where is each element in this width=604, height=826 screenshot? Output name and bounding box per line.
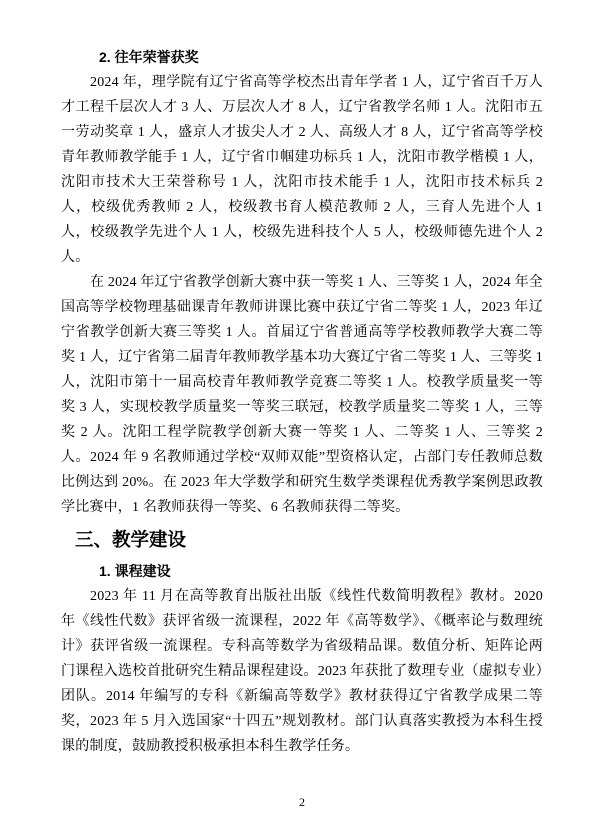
awards-paragraph-2: 在 2024 年辽宁省教学创新大赛中获一等奖 1 人、三等奖 1 人，2024 年全国高等学校物理基础课青年教师讲课比赛中获辽宁省二等奖 1 人，2023 年辽宁省教学创新大赛三等奖 1 人。首届辽宁省普通高等学校教师教学大赛二等奖 1 人，辽宁省第二届青年教师教学基本功大赛辽宁省二等奖 1 人、三等奖 1 人，沈阳市第十一届高校青年教师教学竞赛二等奖 1 人。校教学质量奖一等奖 3 人，实现校教学质量奖一等奖三联冠，校教学质量奖二等奖 1 人，三等奖 2 人。沈阳工程学院教学创新大赛一等奖 1 人、二等奖 1 人、三等奖 2 人。2024 年 9 名教师通过学校“双师双能”型资格认定，占部门专任教师总数比例达到 20%。在 2023 年大学数学和研究生数学类课程优秀教学案例思政教学比赛中，1 名教师获得一等奖、6 名教师获得二等奖。 xyxy=(61,275,543,515)
document-content xyxy=(61,44,543,759)
section-heading-teaching-construction: 三、教学建设 xyxy=(75,529,187,550)
course-construction-paragraph: 2023 年 11 月在高等教育出版社出版《线性代数简明教程》教材。2020 年《线性代数》获评省级一流课程，2022 年《高等数学》、《概率论与数理统计》获评省级一流课程。专科高等数学为省级精品课。数值分析、矩阵论两门课程入选校首批研究生精品课程建设。2023 年获批了数理专业（虚拟专业）团队。2014 年编写的专科《新编高等数学》教材获得辽宁省教学成果二等奖，2023 年 5 月入选国家“十四五”规划教材。部门认真落实教授为本科生授课的制度，鼓励教授积极承担本科生教学任务。 xyxy=(61,589,543,754)
awards-paragraph-1: 2024 年，理学院有辽宁省高等学校杰出青年学者 1 人，辽宁省百千万人才工程千层次人才 3 人、万层次人才 8 人，辽宁省教学名师 1 人。沈阳市五一劳动奖章 1 人，盛京人才拔尖人才 2 人、高级人才 8 人，辽宁省高等学校青年教师教学能手 1 人，辽宁省巾帼建功标兵 1 人，沈阳市教学楷模 1 人，沈阳市技术大王荣誉称号 1 人，沈阳市技术能手 1 人，沈阳市技术标兵 2 人，校级优秀教师 2 人，校级教书育人模范教师 2 人，三育人先进个人 1 人，校级教学先进个人 1 人，校级先进科技个人 5 人，校级师德先进个人 2 人。 xyxy=(61,75,543,265)
heading-past-honors-awards: 2. 往年荣誉获奖 xyxy=(99,49,199,65)
page-number: 2 xyxy=(299,795,305,809)
heading-course-construction: 1. 课程建设 xyxy=(99,563,171,579)
